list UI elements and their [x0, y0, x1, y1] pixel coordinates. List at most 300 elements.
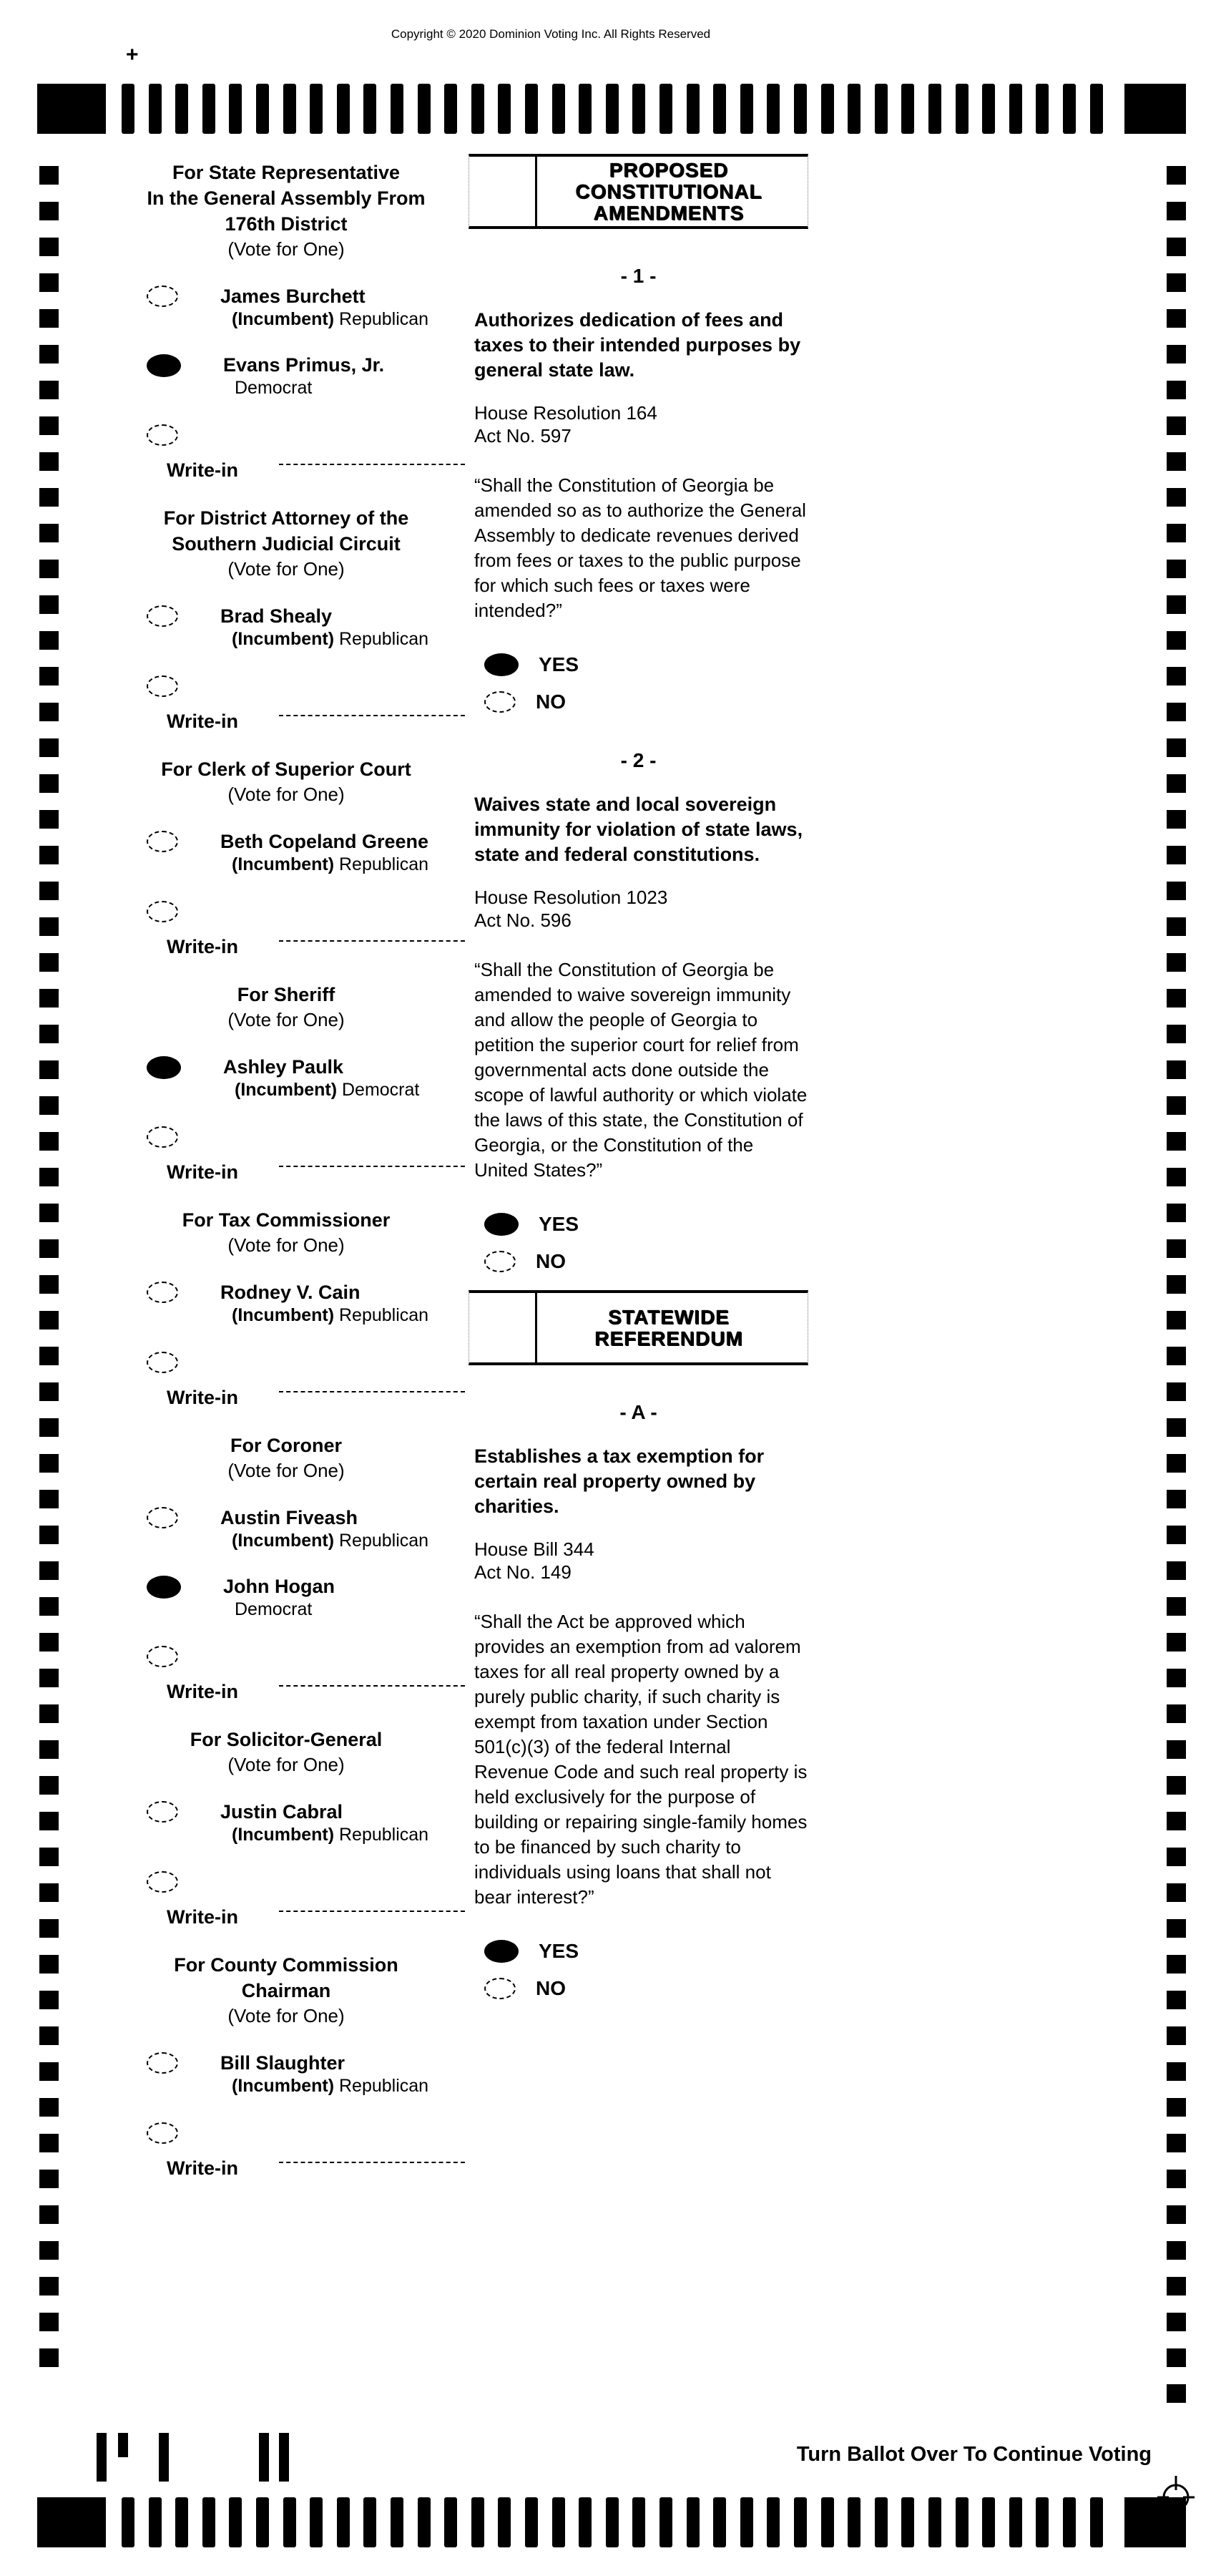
timing-square [1167, 846, 1186, 864]
yes-label: YES [539, 653, 579, 675]
candidate-row [107, 1055, 465, 1101]
party-name: Republican [339, 2076, 429, 2096]
race-title-line: For Coroner [230, 1435, 342, 1456]
measure-authority-line: House Resolution 1023 [474, 887, 668, 908]
timing-square [39, 1955, 59, 1974]
yes-oval-filled[interactable] [484, 1213, 519, 1236]
timing-bar [1090, 84, 1103, 134]
timing-bar [149, 2497, 162, 2547]
timing-bar [283, 2497, 296, 2547]
timing-bar [767, 84, 780, 134]
timing-square [1167, 2205, 1186, 2224]
candidate-row [107, 2051, 465, 2097]
timing-bar [659, 84, 672, 134]
timing-bar [202, 2497, 215, 2547]
timing-bar [552, 84, 565, 134]
measure-summary: Establishes a tax exemption for certain real property owned by charities. [474, 1445, 765, 1517]
timing-square [1167, 452, 1186, 471]
timing-bar [875, 84, 888, 134]
measure-authority-line: Act No. 597 [474, 425, 572, 447]
timing-square [39, 345, 59, 364]
timing-bar [122, 84, 134, 134]
write-in-line[interactable] [279, 940, 465, 942]
candidate-name: Brad Shealy [220, 605, 333, 627]
timing-square [1167, 2026, 1186, 2045]
timing-bar [901, 84, 914, 134]
timing-bar [848, 2497, 860, 2547]
timing-bar [713, 84, 726, 134]
timing-square [39, 2348, 59, 2367]
timing-square [1167, 1239, 1186, 1258]
timing-square [1167, 1597, 1186, 1616]
timing-bar [956, 84, 969, 134]
timing-square [1167, 2384, 1186, 2403]
timing-bar [632, 84, 645, 134]
candidate-oval-empty[interactable] [147, 2052, 178, 2074]
timing-square [1167, 2170, 1186, 2188]
timing-square [1167, 1204, 1186, 1222]
party-name: Democrat [235, 1599, 313, 1619]
incumbent-label: (Incumbent) [232, 1825, 339, 1845]
section-header-title-line: PROPOSED [609, 158, 729, 181]
timing-square [39, 1883, 59, 1902]
timing-bar [848, 84, 860, 134]
timing-square [39, 1025, 59, 1043]
timing-square [39, 452, 59, 471]
timing-square [1167, 2277, 1186, 2296]
timing-square [1167, 917, 1186, 936]
timing-bar [821, 2497, 834, 2547]
candidate-name: Ashley Paulk [223, 1056, 344, 1078]
incumbent-label: (Incumbent) [232, 629, 339, 649]
vote-for-instruction: (Vote for One) [227, 1234, 345, 1256]
candidate-text [220, 2051, 428, 2097]
party-name: Republican [339, 1305, 429, 1325]
timing-square [39, 1454, 59, 1473]
timing-square [39, 2134, 59, 2152]
yes-choice-row [469, 1213, 808, 1236]
timing-square [1167, 1633, 1186, 1652]
write-in-label: Write-in [167, 936, 238, 957]
timing-square [39, 238, 59, 256]
timing-bar [525, 2497, 538, 2547]
timing-bar [418, 84, 431, 134]
timing-square [39, 1704, 59, 1723]
section-header-box [469, 1290, 808, 1365]
incumbent-label: (Incumbent) [232, 1531, 339, 1551]
incumbent-label: (Incumbent) [232, 2076, 339, 2096]
timing-square [39, 846, 59, 864]
timing-bar [552, 2497, 565, 2547]
timing-bar [928, 2497, 941, 2547]
timing-square [39, 273, 59, 292]
candidate-party [220, 1824, 428, 1845]
candidate-text [220, 1800, 428, 1845]
timing-square [1167, 1132, 1186, 1151]
write-in-oval-row [107, 424, 465, 449]
write-in-oval-row [107, 1352, 465, 1377]
vote-for-instruction: (Vote for One) [227, 2005, 345, 2026]
timing-square [39, 202, 59, 220]
section-header-title-line: AMENDMENTS [593, 201, 745, 224]
timing-bar [525, 84, 538, 134]
candidate-row [107, 604, 465, 650]
timing-square [39, 381, 59, 399]
incumbent-label: (Incumbent) [232, 1305, 339, 1325]
timing-square [1167, 238, 1186, 256]
candidate-oval-filled[interactable] [147, 354, 181, 377]
timing-square [1167, 273, 1186, 292]
candidate-name: Austin Fiveash [220, 1507, 358, 1528]
timing-bar [875, 2497, 888, 2547]
candidate-text [223, 1574, 335, 1620]
write-in-oval-empty[interactable] [147, 2122, 178, 2144]
timing-bar [1009, 2497, 1022, 2547]
timing-square [1167, 1275, 1186, 1294]
candidate-oval-empty[interactable] [147, 605, 178, 627]
copyright-text: Copyright © 2020 Dominion Voting Inc. All Rights Reserved [391, 27, 711, 41]
no-label: NO [536, 1977, 566, 1999]
timing-bar [337, 2497, 350, 2547]
write-in-row [107, 1906, 465, 1931]
timing-square [1167, 667, 1186, 686]
incumbent-label: (Incumbent) [232, 309, 339, 329]
yes-label: YES [539, 1213, 579, 1235]
timing-bar [229, 84, 242, 134]
timing-square [39, 560, 59, 578]
timing-bar [1063, 2497, 1076, 2547]
write-in-oval-empty[interactable] [147, 1352, 178, 1373]
timing-bar [391, 84, 403, 134]
candidate-party [220, 1304, 428, 1326]
candidate-party [220, 854, 428, 875]
timing-square [39, 1275, 59, 1294]
barcode-bar [159, 2433, 169, 2482]
candidate-oval-empty[interactable] [147, 1282, 178, 1303]
timing-square [39, 631, 59, 650]
candidate-oval-filled[interactable] [147, 1056, 181, 1079]
write-in-oval-row [107, 901, 465, 926]
timing-square [1167, 1526, 1186, 1544]
timing-marks-top [37, 84, 1186, 134]
candidate-oval-filled[interactable] [147, 1576, 181, 1599]
write-in-row [107, 1161, 465, 1186]
timing-square [39, 1740, 59, 1759]
party-name: Republican [339, 629, 429, 649]
timing-square [1167, 2062, 1186, 2081]
timing-bar [363, 2497, 376, 2547]
race-title-line: In the General Assembly From [147, 187, 426, 209]
measure-question: “Shall the Constitution of Georgia be amended to waive sovereign immunity and allow the people of Georgia to petition the superior court for relief from governmental acts done outside the scope of lawful authority or which violate the laws of this state, the Constitution of Georgia, or the Constitution of the United States?” [474, 959, 808, 1181]
no-choice-row [469, 1250, 808, 1273]
timing-square [39, 953, 59, 972]
write-in-oval-empty[interactable] [147, 1646, 178, 1667]
section-header-title-line: REFERENDUM [594, 1327, 743, 1350]
timing-square [39, 1204, 59, 1222]
timing-square [1167, 1991, 1186, 2009]
timing-square [39, 989, 59, 1008]
candidate-oval-empty[interactable] [147, 1507, 178, 1528]
timing-square [1167, 309, 1186, 328]
write-in-row [107, 1387, 465, 1411]
write-in-oval-row [107, 2122, 465, 2147]
race-title-line: Chairman [241, 1980, 331, 2001]
timing-bar [471, 84, 484, 134]
timing-square [39, 703, 59, 721]
no-choice-row [469, 1977, 808, 2000]
candidate-row [107, 829, 465, 875]
write-in-row [107, 1681, 465, 1705]
candidate-party [220, 2075, 428, 2097]
timing-square [1167, 2134, 1186, 2152]
timing-square [39, 2026, 59, 2045]
timing-square [39, 488, 59, 507]
timing-square [1167, 703, 1186, 721]
race-title [107, 1207, 465, 1233]
timing-bar [767, 2497, 780, 2547]
timing-square [39, 2098, 59, 2117]
yes-oval-filled[interactable] [484, 1940, 519, 1963]
timing-square [1167, 488, 1186, 507]
timing-square [1167, 524, 1186, 542]
timing-square [1167, 1382, 1186, 1401]
party-name: Republican [339, 1825, 429, 1845]
timing-square [1167, 1025, 1186, 1043]
timing-square [1167, 1168, 1186, 1186]
timing-square [39, 1060, 59, 1079]
timing-bar [901, 2497, 914, 2547]
timing-bar [175, 84, 188, 134]
timing-bar [175, 2497, 188, 2547]
incumbent-label: (Incumbent) [232, 854, 339, 874]
write-in-line[interactable] [279, 1391, 465, 1392]
timing-bar [310, 2497, 323, 2547]
race-title-line: For Solicitor-General [190, 1729, 383, 1750]
timing-bar [687, 84, 700, 134]
timing-square [39, 667, 59, 686]
race-title [107, 1952, 465, 2004]
no-oval-empty[interactable] [484, 691, 516, 713]
timing-bar [821, 84, 834, 134]
timing-bar [256, 2497, 269, 2547]
no-oval-empty[interactable] [484, 1978, 516, 1999]
write-in-line[interactable] [279, 715, 465, 716]
contests-column [107, 160, 465, 2182]
yes-oval-filled[interactable] [484, 653, 519, 676]
timing-bar [418, 2497, 431, 2547]
header-box-divider [535, 157, 537, 226]
timing-square [39, 1669, 59, 1687]
timing-marks-right [1167, 0, 1186, 2576]
timing-bar [498, 84, 511, 134]
timing-square [39, 738, 59, 757]
timing-bar [1063, 84, 1076, 134]
measure-question: “Shall the Act be approved which provides an exemption from ad valorem taxes for all real property owned by a purely public charity, if such charity is exempt from taxation under Section 501(c)(3) of the federal Internal Revenue Code and such real property is held exclusively for the purpose of building or repairing single-family homes to be financed by such charity to individuals using loans that shall not bear interest?” [474, 1611, 808, 1908]
timing-square [1167, 560, 1186, 578]
measure-number: - 2 - [620, 749, 657, 771]
timing-bar [122, 2497, 134, 2547]
race-title-line: For County Commission [174, 1954, 398, 1976]
write-in-line[interactable] [279, 1685, 465, 1687]
race-title [107, 1727, 465, 1752]
timing-square [1167, 1418, 1186, 1437]
timing-square [1167, 1669, 1186, 1687]
measure-authority-line: House Bill 344 [474, 1538, 594, 1560]
timing-bar [391, 2497, 403, 2547]
yes-choice-row [469, 1940, 808, 1963]
timing-square [1167, 2241, 1186, 2260]
candidate-name: James Burchett [220, 286, 366, 307]
header-box-divider [535, 1293, 537, 1362]
timing-square [39, 309, 59, 328]
timing-square [1167, 1096, 1186, 1115]
write-in-oval-empty[interactable] [147, 424, 178, 446]
write-in-row [107, 711, 465, 735]
party-name: Republican [339, 309, 429, 329]
timing-square [1167, 381, 1186, 399]
candidate-oval-empty[interactable] [147, 286, 178, 307]
timing-square [1167, 202, 1186, 220]
timing-square [39, 1239, 59, 1258]
candidate-text [220, 604, 428, 650]
registration-plus-mark: + [126, 43, 139, 67]
race-title [107, 505, 465, 557]
timing-bar [310, 84, 323, 134]
timing-square [39, 2062, 59, 2081]
write-in-row [107, 936, 465, 960]
write-in-label: Write-in [167, 1387, 238, 1408]
write-in-oval-empty[interactable] [147, 901, 178, 922]
timing-bar [363, 84, 376, 134]
vote-for-instruction: (Vote for One) [227, 784, 345, 805]
write-in-oval-empty[interactable] [147, 1126, 178, 1148]
candidate-text [220, 1280, 428, 1326]
barcode-bar [97, 2433, 107, 2482]
timing-square [39, 1132, 59, 1151]
write-in-line[interactable] [279, 1911, 465, 1912]
write-in-oval-empty[interactable] [147, 675, 178, 697]
timing-square [1167, 1347, 1186, 1365]
race-title-line: For Clerk of Superior Court [161, 758, 411, 780]
candidate-row [107, 1506, 465, 1551]
timing-square [1167, 416, 1186, 435]
timing-bar [1036, 84, 1049, 134]
timing-square [1167, 882, 1186, 900]
write-in-label: Write-in [167, 1161, 238, 1183]
timing-bar [794, 2497, 807, 2547]
timing-square [1167, 166, 1186, 185]
candidate-text [220, 829, 428, 875]
candidate-oval-empty[interactable] [147, 831, 178, 852]
timing-square [1167, 1776, 1186, 1795]
timing-bar [579, 2497, 592, 2547]
timing-square [39, 1311, 59, 1330]
barcode-bar [259, 2433, 269, 2482]
timing-square [39, 2205, 59, 2224]
timing-square [39, 1526, 59, 1544]
section-header-title-line: CONSTITUTIONAL [575, 180, 762, 203]
timing-bar [579, 84, 592, 134]
vote-for-instruction: (Vote for One) [227, 1009, 345, 1030]
candidate-row [107, 1800, 465, 1845]
timing-square [39, 1382, 59, 1401]
timing-bar [498, 2497, 511, 2547]
race-title-line: Southern Judicial Circuit [172, 533, 401, 555]
timing-bar [202, 84, 215, 134]
timing-square [1167, 1740, 1186, 1759]
timing-bar [740, 84, 753, 134]
race-title [107, 160, 465, 237]
measures-column [469, 154, 808, 2000]
timing-square [39, 1848, 59, 1866]
timing-bar [229, 2497, 242, 2547]
timing-square [39, 2241, 59, 2260]
timing-square [39, 1561, 59, 1580]
timing-bar [1090, 2497, 1103, 2547]
write-in-row [107, 2157, 465, 2182]
timing-bar [740, 2497, 753, 2547]
timing-square [39, 2277, 59, 2296]
section-header-box [469, 154, 808, 229]
write-in-label: Write-in [167, 711, 238, 732]
timing-square [1167, 2348, 1186, 2367]
write-in-label: Write-in [167, 1681, 238, 1702]
party-name: Republican [339, 854, 429, 874]
candidate-name: Evans Primus, Jr. [223, 354, 385, 376]
timing-bar [1036, 2497, 1049, 2547]
timing-bar [1009, 84, 1022, 134]
write-in-oval-row [107, 1871, 465, 1896]
timing-bar [444, 84, 457, 134]
no-oval-empty[interactable] [484, 1251, 516, 1272]
write-in-oval-row [107, 675, 465, 701]
candidate-row [107, 353, 465, 399]
timing-bar [283, 84, 296, 134]
measure-summary: Waives state and local sovereign immunity for violation of state laws, state and federal constitutions. [474, 794, 803, 865]
write-in-oval-empty[interactable] [147, 1871, 178, 1893]
candidate-party [223, 1599, 335, 1620]
candidate-name: John Hogan [223, 1576, 335, 1597]
write-in-line[interactable] [279, 2162, 465, 2163]
measure-number: - 1 - [620, 265, 657, 287]
turn-ballot-over-text: Turn Ballot Over To Continue Voting [796, 2443, 1152, 2466]
timing-square [39, 1096, 59, 1115]
timing-square [1167, 810, 1186, 829]
candidate-party [220, 308, 428, 330]
timing-square [39, 524, 59, 542]
timing-square [1167, 1060, 1186, 1079]
write-in-line[interactable] [279, 1166, 465, 1167]
timing-square [39, 1418, 59, 1437]
no-choice-row [469, 691, 808, 713]
measure-authority-line: Act No. 596 [474, 909, 572, 931]
candidate-oval-empty[interactable] [147, 1801, 178, 1823]
timing-bar [256, 84, 269, 134]
candidate-name: Beth Copeland Greene [220, 831, 429, 852]
write-in-label: Write-in [167, 459, 238, 481]
measure-number: - A - [619, 1401, 657, 1423]
timing-square [39, 882, 59, 900]
registration-target-icon [1153, 2474, 1199, 2520]
timing-square [1167, 1812, 1186, 1830]
timing-square [39, 2313, 59, 2331]
timing-square [39, 2170, 59, 2188]
candidate-text [223, 353, 384, 399]
timing-square [1167, 631, 1186, 650]
timing-bar [982, 84, 995, 134]
race-title-line: For Tax Commissioner [182, 1209, 391, 1231]
write-in-line[interactable] [279, 464, 465, 465]
